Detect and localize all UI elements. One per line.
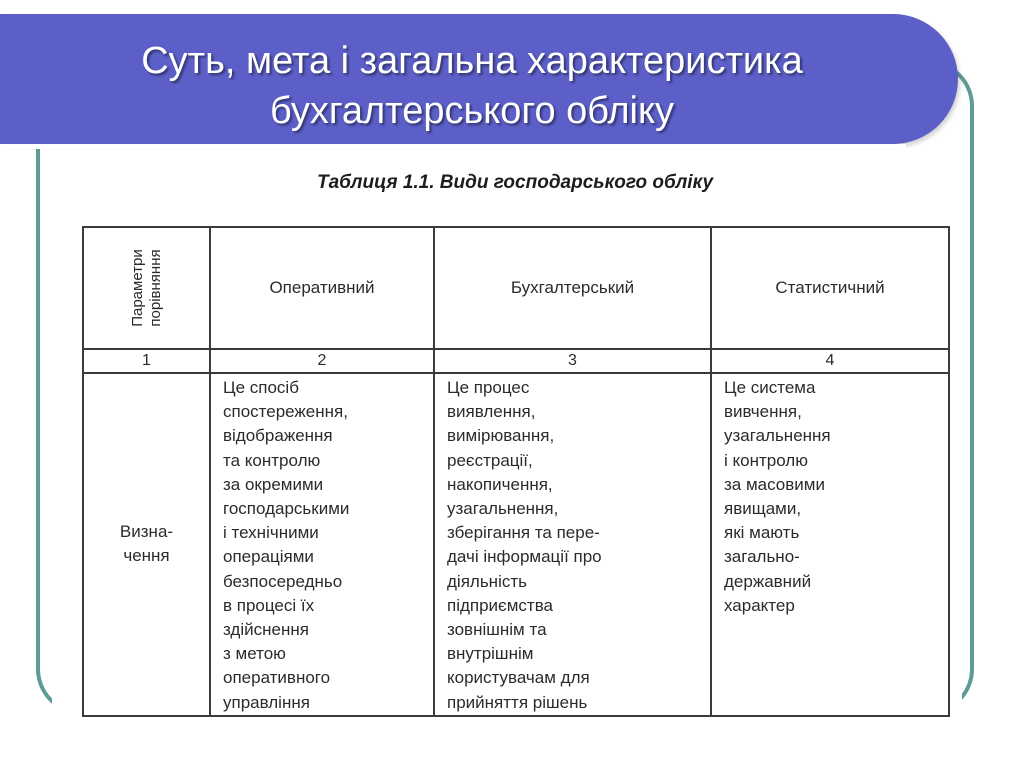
cell-text-line: узагальнення, [447,499,559,519]
cell-text-line: користувачам для [447,668,590,688]
cell-text-line: Це система [724,378,816,397]
cell-text-line: в процесі їх [223,595,315,615]
row-label-definition [83,373,210,716]
cell-text-line: зовнішнім та [447,620,547,640]
cell-text-line: управління [223,692,310,712]
col-number-2: 2 [210,349,434,373]
table-number-row [83,349,949,373]
cell-text-line: прийняття рішень [447,692,588,712]
table-header-row [83,227,949,349]
cell-text-line: і контролю [724,450,808,470]
slide-title [0,36,944,136]
cell-text-line: зберігання та пере- [447,523,600,543]
cell-text-line: здійснення [223,620,309,640]
cell-text-line: внутрішнім [447,644,534,664]
row-label-line-2: чення [123,546,170,566]
scanned-table-image [80,166,950,720]
cell-text-line: характер [724,595,795,615]
slide-title-line-2: бухгалтерського обліку [269,90,675,132]
cell-text-line: які мають [724,523,800,543]
title-underline [0,144,906,149]
cell-text-line: Це процес [447,378,530,397]
cell-text-line: дачі інформації про [447,547,602,567]
cell-text-line: з метою [223,644,286,664]
slide-title-line-1: Суть, мета і загальна характеристика [141,40,803,82]
cell-text-line: операціями [223,547,314,567]
col-number-4: 4 [711,349,949,373]
cell-text-line: загально- [724,547,800,567]
table-caption: Таблиця 1.1. Види господарського обліку [316,172,714,193]
cell-text-line: державний [724,571,812,591]
col-number-3: 3 [434,349,711,373]
table-row-definition [83,373,949,716]
cell-text-line: накопичення, [447,474,553,494]
header-param-cell [83,227,210,349]
cell-text-line: та контролю [223,450,321,470]
cell-text-line: виявлення, [447,402,536,422]
cell-text-line: Це спосіб [223,378,299,397]
cell-text-line: узагальнення [724,426,831,446]
cell-text-line: підприємства [447,595,554,615]
cell-text-line: явищами, [724,499,802,519]
cell-text-line: господарськими [223,499,350,519]
cell-statistical [711,373,949,716]
cell-text-line: безпосередньо [223,571,343,591]
col-number-1: 1 [83,349,210,373]
header-accounting: Бухгалтерський [434,227,711,349]
header-statistical: Статистичний [711,227,949,349]
cell-text-line: вивчення, [724,402,802,422]
cell-operative [210,373,434,716]
row-label-line-1: Визна- [119,522,174,542]
cell-text-line: спостереження, [223,402,348,422]
cell-text-line: за окремими [223,474,324,494]
cell-text-line: вимірювання, [447,426,555,446]
accounting-types-table [82,226,950,717]
cell-text-line: за масовими [724,474,825,494]
cell-text-line: реєстрації, [447,450,533,470]
header-operative: Оперативний [210,227,434,349]
cell-text-line: оперативного [223,668,331,688]
cell-text-line: діяльність [447,571,527,591]
title-bar [0,14,958,144]
cell-text-line: відображення [223,426,333,446]
cell-accounting [434,373,711,716]
param-header-line-1: Параметри [128,249,146,327]
cell-text-line: і технічними [223,523,319,543]
param-header-line-2: порівняння [146,249,164,327]
